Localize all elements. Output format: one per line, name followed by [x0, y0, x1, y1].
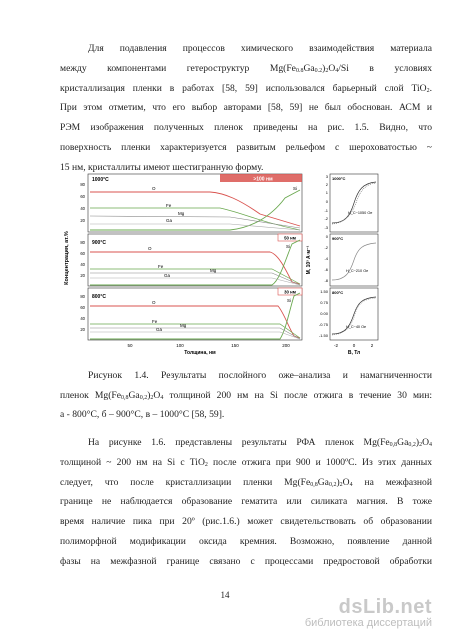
- ytick: 80: [80, 182, 85, 187]
- ytick: 80: [80, 240, 85, 245]
- coercivity-1000: H_C~1050 Oe: [348, 211, 373, 215]
- thickness-label-800: 30 нм: [284, 289, 296, 295]
- paragraph-1: [60, 39, 432, 178]
- ytick: 0.00: [320, 311, 328, 316]
- ytick: 60: [80, 305, 85, 310]
- thickness-label-900: 50 нм: [284, 235, 296, 241]
- label-o: O: [148, 246, 152, 251]
- ytick: -3: [324, 225, 328, 230]
- ytick: 60: [80, 251, 85, 256]
- curve-fe: [90, 324, 300, 338]
- loop-curve: [332, 182, 376, 223]
- p2-line-5: время наличие пика при 20º (рис.1.6.) может свидетельствовать об образовании: [60, 516, 432, 528]
- curve-o: [90, 252, 300, 284]
- label-si: Si: [286, 244, 291, 249]
- curve-mg: [90, 273, 300, 285]
- watermark[interactable]: [305, 596, 432, 629]
- ytick: -6: [324, 267, 328, 272]
- ytick: 20: [80, 273, 85, 278]
- label-ga: Ga: [166, 218, 173, 223]
- thickness-label-1000: >100 нм: [253, 176, 273, 183]
- temp-label-900: 900°C: [92, 240, 106, 246]
- watermark-subtitle: библиотека диссертаций: [304, 617, 432, 629]
- curve-fe: [90, 269, 300, 284]
- p2-line-2: толщиной ~ 200 нм на Si с TiO$_2$ после отжига при 900 и 1000ºС. Из этих данных: [60, 456, 432, 468]
- ytick: 3: [325, 174, 328, 179]
- p2-line-4: границе не наблюдается образование гематита или силиката магния. В тоже: [60, 496, 432, 508]
- p2-line-6: полиморфной модификации оксида кремния. Возможно, появление данной: [60, 535, 432, 547]
- ytick: -0.75: [318, 322, 328, 327]
- auger-profile-chart: [64, 174, 302, 356]
- curve-o: [90, 306, 300, 338]
- label-fe: Fe: [158, 264, 164, 269]
- magnet-temp-800: 800°C: [332, 290, 344, 295]
- label-o: O: [152, 300, 156, 305]
- p1-line-6: поверхность пленки характеризуется развитым рельефом с шероховатостью ~: [60, 141, 432, 153]
- page-number: 14: [220, 590, 230, 600]
- ytick: 0.75: [320, 300, 328, 305]
- loop-curve: [332, 243, 376, 280]
- ytick: -2: [324, 245, 328, 250]
- label-mg: Mg: [180, 323, 187, 328]
- label-fe: Fe: [152, 319, 158, 324]
- label-mg: Mg: [178, 211, 185, 216]
- label-ga: Ga: [164, 273, 171, 278]
- p1-line-2: между компонентами гетероструктур $Mg(Fe_{0.8}Ga_{0.2})_2O_4/Si$ в условиях: [60, 62, 432, 74]
- xtick: 100: [176, 343, 184, 348]
- ytick: 40: [80, 262, 85, 267]
- xtick: 50: [127, 343, 133, 348]
- p2-line-3: следует, что после кристаллизации пленки $Mg(Fe_{0,8}Ga_{0,2})_2O_4$ на межфазной: [60, 476, 432, 488]
- ytick: -1: [324, 208, 328, 213]
- label-mg: Mg: [210, 268, 217, 273]
- xtick: 200: [282, 343, 290, 348]
- ytick: -4: [324, 256, 328, 261]
- curve-ga: [90, 332, 300, 339]
- label-si: Si: [293, 186, 298, 191]
- ytick: 0: [325, 234, 328, 239]
- ytick: 0: [325, 199, 328, 204]
- coercivity-800: H_C~40 Oe: [346, 325, 367, 329]
- ytick: 40: [80, 206, 85, 211]
- ytick: 1: [325, 190, 328, 195]
- magnet-panel-800: [319, 288, 378, 340]
- ytick: -1.50: [318, 333, 328, 338]
- ytick: 2: [325, 182, 328, 187]
- ytick: -8: [324, 278, 328, 283]
- magnetization-chart: [306, 174, 378, 356]
- p1-line-1: Для подавления процессов химического взаимодействия материала: [88, 43, 432, 54]
- temp-label-800: 800°C: [92, 294, 106, 300]
- curve-fe: [90, 208, 300, 230]
- magnet-temp-900: 900°C: [332, 236, 344, 241]
- auger-panel-800: [80, 288, 302, 340]
- curve-mg: [90, 328, 300, 339]
- ytick: 80: [80, 294, 85, 299]
- loop-curve: [332, 298, 376, 335]
- ytick: -2: [324, 216, 328, 221]
- magnet-ylabel: M, 10³ A·м⁻¹: [306, 245, 312, 275]
- ytick: 20: [80, 218, 85, 223]
- caption-line-1: Рисунок 1.4. Результаты послойного оже–анализа и намагниченности: [88, 370, 432, 381]
- caption-line-2: пленок $Mg(Fe_{0,8}Ga_{0,2})_2O_4$ толщиной 200 нм на Si после отжига в течение 30 мин:: [60, 389, 432, 401]
- magnet-panel-1000: [324, 174, 378, 232]
- xtick: -2: [333, 343, 339, 348]
- magnet-xlabel: B, Тл: [347, 350, 361, 356]
- coercivity-900: H_C~210 Oe: [346, 269, 369, 273]
- auger-panel-900: [80, 234, 302, 286]
- p1-line-3: кристаллизация пленки в работах [58, 59] использовался барьерный слой TiO$_2$.: [60, 82, 432, 94]
- xtick: 150: [231, 343, 239, 348]
- auger-xlabel: Толщина, нм: [184, 350, 216, 356]
- xtick: 0: [352, 343, 356, 348]
- magnet-panel-900: [324, 234, 378, 286]
- auger-panel-1000: [80, 174, 302, 232]
- p1-line-4: При этом отметим, что его выбор авторами [58, 59] не был обоснован. АСМ и: [60, 102, 432, 114]
- caption-line-3: а - 800°С, б – 900°С, в – 1000°С [58, 59].: [60, 409, 225, 421]
- p1-line-5: РЭМ изображения полученных пленок приведены на рис. 1.5. Видно, что: [60, 122, 432, 134]
- label-si: Si: [287, 298, 292, 303]
- temp-label-1000: 1000°C: [92, 177, 109, 183]
- curve-ga: [90, 224, 300, 230]
- xtick: 2: [370, 343, 374, 348]
- label-o: O: [152, 186, 156, 191]
- watermark-site: dsLib.net: [338, 596, 432, 618]
- label-ga: Ga: [156, 327, 163, 332]
- curve-o: [90, 192, 300, 226]
- ytick: 20: [80, 327, 85, 332]
- paragraph-2: [60, 433, 432, 572]
- figure-caption: [60, 366, 432, 425]
- label-fe: Fe: [166, 203, 172, 208]
- magnet-temp-1000: 1000°C: [332, 176, 346, 181]
- p2-line-7: фазы на межфазной границе связано с процессами предростовой обработки: [60, 555, 432, 567]
- ytick: 60: [80, 194, 85, 199]
- p1-line-7: 15 нм, кристаллиты имеют шестигранную форму.: [60, 161, 264, 173]
- p2-line-1: На рисунке 1.6. представлены результаты РФА пленок $Mg(Fe_{0,8}Ga_{0,2})_2O_4$: [88, 437, 432, 448]
- ytick: 1.50: [320, 289, 328, 294]
- ytick: 40: [80, 316, 85, 321]
- figure-1-4: [60, 168, 380, 356]
- auger-ylabel: Концентрация, ат.%: [64, 231, 70, 285]
- curve-ga: [90, 278, 300, 285]
